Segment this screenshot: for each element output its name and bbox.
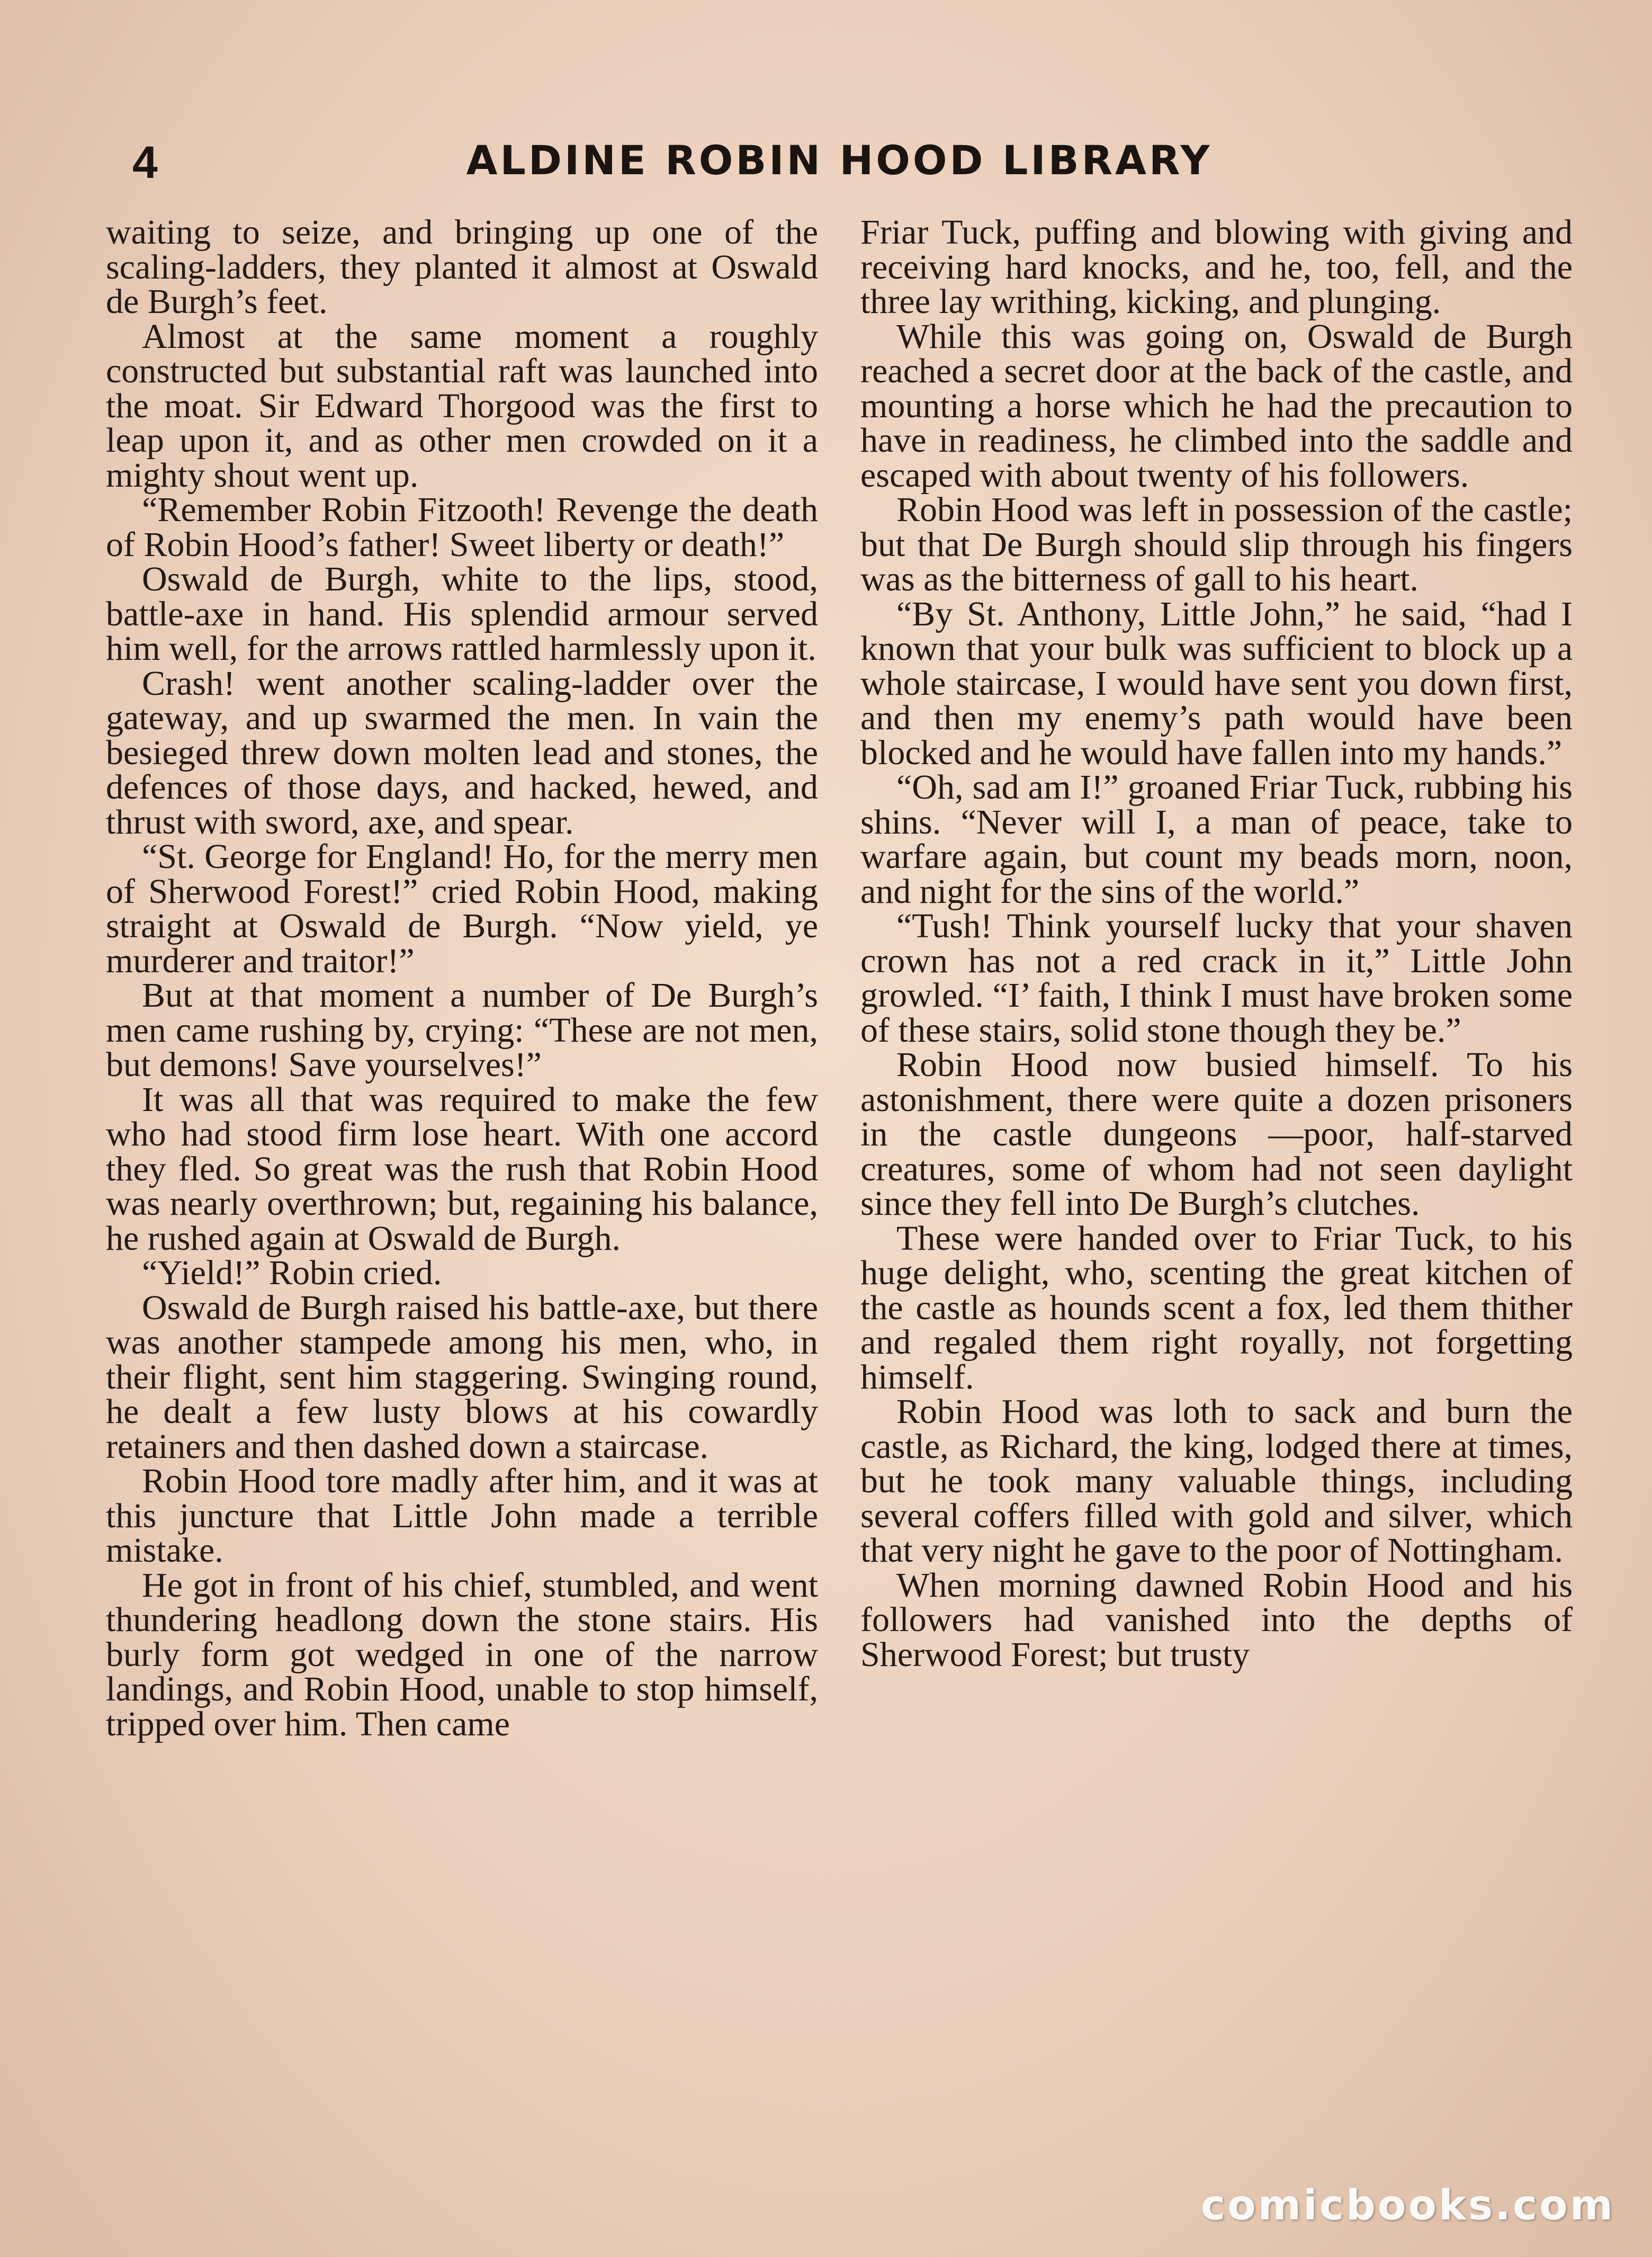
paragraph: Robin Hood tore madly after him, and it was at this juncture that Little John made a terrible mistake. (106, 1462, 818, 1570)
paragraph: “Remember Robin Fitzooth! Revenge the death of Robin Hood’s father! Sweet liberty or death!” (106, 490, 818, 564)
text-column-right (860, 215, 1573, 1672)
paragraph: Oswald de Burgh, white to the lips, stood, battle-axe in hand. His splendid armour served him well, for the arrows rattled harmlessly upon it. (106, 560, 818, 668)
paragraph: Oswald de Burgh raised his battle-axe, but there was another stampede among his men, who, in their flight, sent him staggering. Swinging round, he dealt a few lusty blows at his cowardly retainers and then dashed down a staircase. (106, 1288, 818, 1466)
paragraph: waiting to seize, and bringing up one of the scaling-ladders, they planted it almost at Oswald de Burgh’s feet. (106, 213, 818, 321)
paragraph: Robin Hood was loth to sack and burn the castle, as Richard, the king, lodged there at times, but he took many valuable things, including several coffers filled with gold and silver, which that very night he gave to the poor of Nottingham. (860, 1392, 1573, 1570)
paragraph: “St. George for England! Ho, for the merry men of Sherwood Forest!” cried Robin Hood, making straight at Oswald de Burgh. “Now yield, ye murderer and traitor!” (106, 837, 818, 980)
paragraph: When morning dawned Robin Hood and his followers had vanished into the depths of Sherwood Forest; but trusty (860, 1565, 1573, 1674)
paragraph: “Oh, sad am I!” groaned Friar Tuck, rubbing his shins. “Never will I, a man of peace, take to warfare again, but count my beads morn, noon, and night for the sins of the world.” (860, 768, 1573, 911)
text-column-left (106, 215, 818, 1741)
site-watermark: comicbooks.com (1200, 2182, 1615, 2229)
paragraph: Crash! went another scaling-ladder over the gateway, and up swarmed the men. In vain the besieged threw down molten lead and stones, the defences of those days, and hacked, hewed, and thrust with sword, axe, and spear. (106, 664, 818, 841)
paragraph: “Yield!” Robin cried. (142, 1253, 442, 1292)
paragraph: “By St. Anthony, Little John,” he said, “had I known that your bulk was sufficient to block up a whole staircase, I would have sent you down first, and then my enemy’s path would have been blocked and he would have fallen into my hands.” (860, 594, 1573, 772)
paragraph: But at that moment a number of De Burgh’s men came rushing by, crying: “These are not men, but demons! Save yourselves!” (106, 976, 818, 1084)
paragraph: It was all that was required to make the few who had stood firm lose heart. With one accord they fled. So great was the rush that Robin Hood was nearly overthrown; but, regaining his balance, he rushed again at Oswald de Burgh. (106, 1080, 818, 1258)
paragraph: While this was going on, Oswald de Burgh reached a secret door at the back of the castle, and mounting a horse which he had the precaution to have in readiness, he climbed into the saddle and escaped with about twenty of his followers. (860, 317, 1573, 495)
running-header: ALDINE ROBIN HOOD LIBRARY (466, 137, 1213, 184)
paragraph: He got in front of his chief, stumbled, and went thundering headlong down the stone stairs. His burly form got wedged in one of the narrow landings, and Robin Hood, unable to stop himself, tripped over him. Then came (106, 1565, 818, 1743)
paragraph: Almost at the same moment a roughly constructed but substantial raft was launched into the moat. Sir Edward Thorgood was the first to leap upon it, and as other men crowded on it a mighty shout went up. (106, 317, 818, 495)
paragraph: These were handed over to Friar Tuck, to his huge delight, who, scenting the great kitchen of the castle as hounds scent a fox, led them thither and regaled them right royally, not forgetting himself. (860, 1219, 1573, 1396)
paragraph: “Tush! Think yourself lucky that your shaven crown has not a red crack in it,” Little John growled. “I’ faith, I think I must have broken some of these stairs, solid stone though they be.” (860, 907, 1573, 1050)
paragraph: Friar Tuck, puffing and blowing with giving and receiving hard knocks, and he, too, fell, and the three lay writhing, kicking, and plunging. (860, 213, 1573, 321)
paragraph: Robin Hood now busied himself. To his astonishment, there were quite a dozen prisoners in the castle dungeons —poor, half-starved creatures, some of whom had not seen daylight since they fell into De Burgh’s clutches. (860, 1045, 1573, 1223)
paragraph: Robin Hood was left in possession of the castle; but that De Burgh should slip through his fingers was as the bitterness of gall to his heart. (860, 490, 1573, 598)
page-number: 4 (132, 137, 158, 188)
